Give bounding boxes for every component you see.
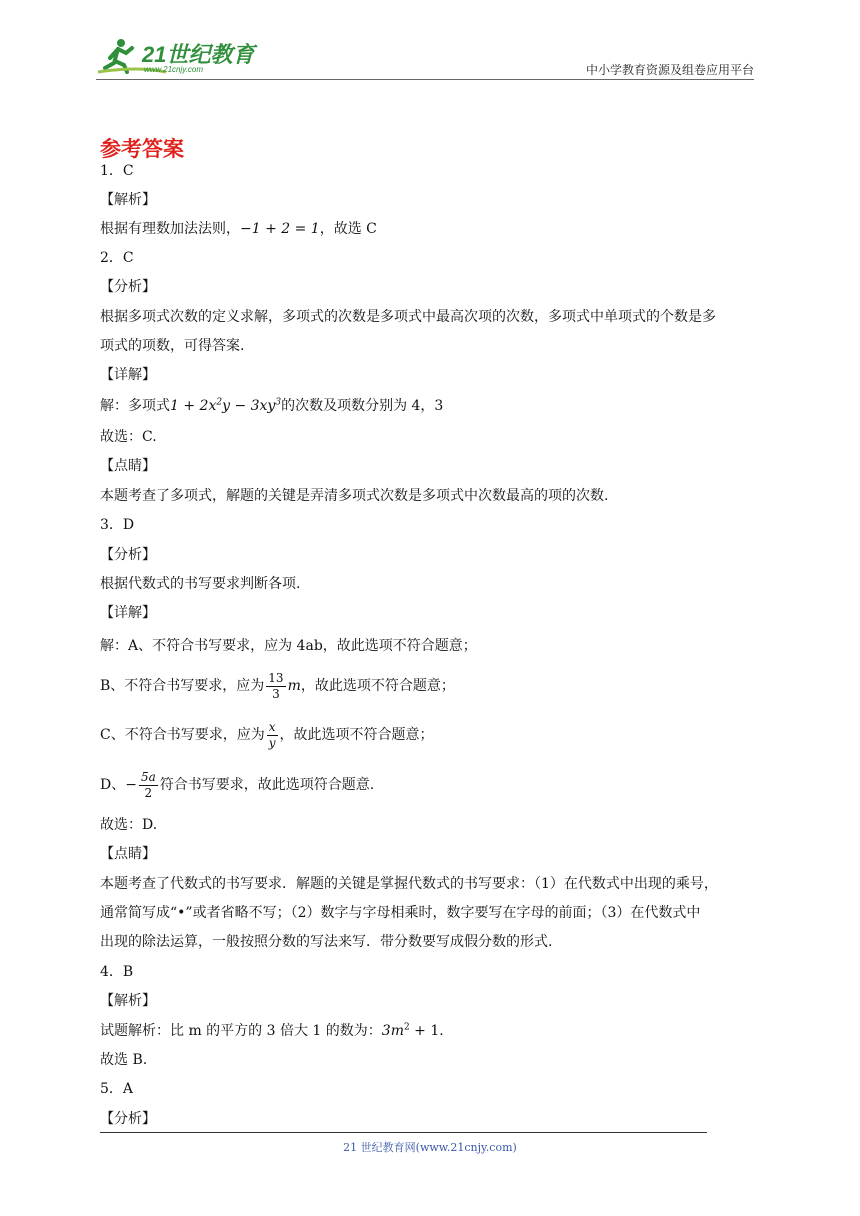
tag-fenxi: 【分析】 — [100, 547, 156, 563]
q3-option-d: D、− $\frac{5a}{2}$ 符合书写要求，故此选项符合题意. — [100, 769, 375, 800]
q1-math: −1 + 2 = 1 — [240, 221, 320, 237]
fraction: $\frac{13}{3}$ — [268, 670, 284, 701]
tag-jiexi: 【解析】 — [100, 192, 156, 208]
header-tagline: 中小学教育资源及组卷应用平台 — [585, 63, 754, 77]
fraction: $\frac{x}{y}$ — [268, 719, 276, 750]
tag-dianjing: 【点睛】 — [100, 458, 156, 474]
footer-divider — [100, 1132, 707, 1133]
tag-jiexi: 【解析】 — [100, 993, 156, 1009]
tag-fenxi: 【分析】 — [100, 279, 156, 295]
q2-analysis-line-2: 项式的项数，可得答案. — [100, 338, 245, 354]
svg-text:www.21cnjy.com: www.21cnjy.com — [144, 65, 203, 74]
fraction: $\frac{5a}{2}$ — [140, 769, 156, 800]
q3-comment-line-1: 本题考查了代数式的书写要求．解题的关键是掌握代数式的书写要求：（1）在代数式中出现的乘号， — [100, 876, 718, 892]
q2-comment: 本题考查了多项式，解题的关键是弄清多项式次数是多项式中次数最高的项的次数. — [100, 488, 609, 504]
q3-choice: 故选：D. — [100, 817, 158, 833]
answer-5: 5．A — [100, 1081, 134, 1097]
logo — [96, 36, 266, 76]
q4-explanation: 试题解析：比 m 的平方的 3 倍大 1 的数为：$3m^2 + 1$. — [100, 1022, 444, 1039]
tag-xiangjie: 【详解】 — [100, 367, 156, 383]
tag-fenxi: 【分析】 — [100, 1111, 156, 1127]
answer-4: 4．B — [100, 964, 134, 980]
q3-option-a: 解：A、不符合书写要求，应为 4ab，故此选项不符合题意； — [100, 638, 477, 654]
answer-3: 3．D — [100, 517, 135, 533]
q3-option-b: B、不符合书写要求，应为 $\frac{13}{3}$ m，故此选项不符合题意； — [100, 670, 455, 701]
answer-2: 2．C — [100, 250, 134, 266]
logo-runner-icon — [96, 36, 266, 76]
answer-1: 1．C — [100, 163, 134, 179]
q2-analysis-line-1: 根据多项式次数的定义求解，多项式的次数是多项式中最高次项的次数，多项式中单项式的个数是多 — [100, 309, 716, 325]
q1-explanation: 根据有理数加法法则，−1 + 2 = 1，故选 C — [100, 221, 377, 237]
q2-polynomial: $1 + 2x^2y - 3xy^3$ — [170, 397, 282, 414]
q3-comment-line-2: 通常简写成“•”或者省略不写；（2）数字与字母相乘时，数字要写在字母的前面；（3）在代数式中 — [100, 905, 701, 921]
header-divider — [96, 79, 754, 80]
footer-source[interactable]: 21 世纪教育网(www.21cnjy.com) — [343, 1141, 517, 1154]
tag-dianjing: 【点睛】 — [100, 846, 156, 862]
q3-option-c: C、不符合书写要求，应为 $\frac{x}{y}$ ，故此选项不符合题意； — [100, 719, 434, 750]
q2-choice: 故选：C. — [100, 429, 157, 445]
tag-xiangjie: 【详解】 — [100, 605, 156, 621]
q3-comment-line-3: 出现的除法运算，一般按照分数的写法来写．带分数要写成假分数的形式. — [100, 934, 553, 950]
page-title: 参考答案 — [100, 137, 184, 161]
svg-text:21世纪教育: 21世纪教育 — [142, 42, 255, 67]
q2-detail: 解：多项式$1 + 2x^2y - 3xy^3$的次数及项数分别为 4，3 — [100, 397, 444, 414]
q3-analysis: 根据代数式的书写要求判断各项. — [100, 576, 301, 592]
q4-choice: 故选 B. — [100, 1052, 148, 1068]
